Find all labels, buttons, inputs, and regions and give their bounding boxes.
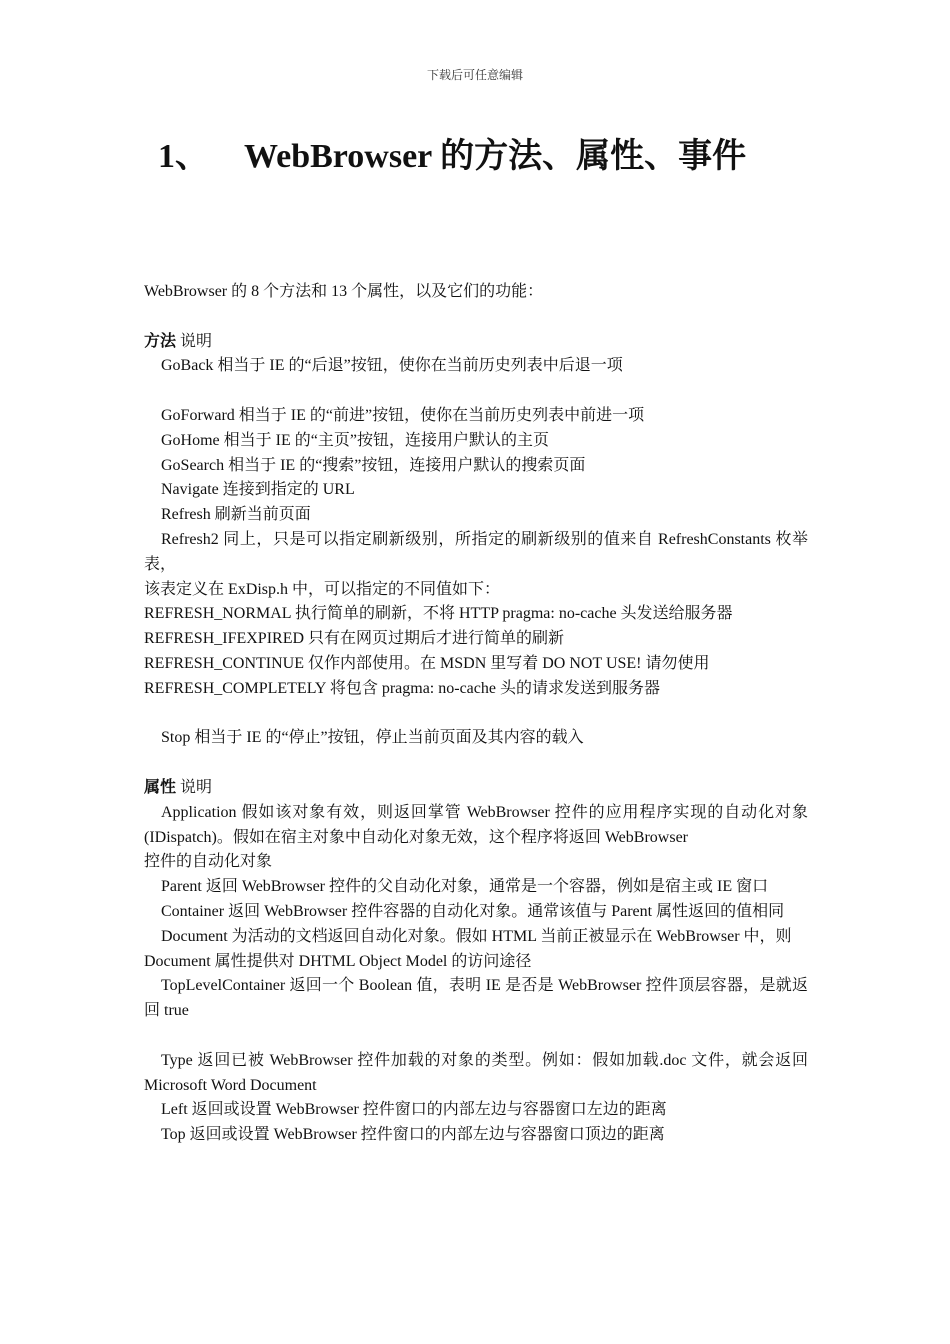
title-number: 1、 [158, 138, 209, 175]
title-text: WebBrowser 的方法、属性、事件 [244, 138, 747, 175]
method-navigate: Navigate 连接到指定的 URL [161, 481, 355, 499]
property-application: Application 假如该对象有效，则返回掌管 WebBrowser 控件的应用程序实现的自动化对象(IDispatch)。假如在宿主对象中自动化对象无效，这个程序将返回 WebBrowser [144, 803, 808, 846]
refresh-ifexpired: REFRESH_IFEXPIRED 只有在网页过期后才进行简单的刷新 [144, 630, 565, 648]
property-application-cont: 控件的自动化对象 [144, 853, 273, 871]
blank-line [144, 305, 808, 330]
method-gosearch: GoSearch 相当于 IE 的“搜索”按钮，连接用户默认的搜索页面 [161, 456, 586, 474]
property-container: Container 返回 WebBrowser 控件容器的自动化对象。通常该值与 Parent 属性返回的值相同 [161, 902, 785, 920]
methods-heading-row [144, 330, 808, 355]
blank-line [144, 702, 808, 727]
properties-heading: 属性 [144, 778, 177, 796]
property-left: Left 返回或设置 WebBrowser 控件窗口的内部左边与容器窗口左边的距离 [161, 1101, 667, 1119]
refresh-continue: REFRESH_CONTINUE 仅作内部使用。在 MSDN 里写着 DO NOT USE! 请勿使用 [144, 654, 710, 672]
method-gohome: GoHome 相当于 IE 的“主页”按钮，连接用户默认的主页 [161, 431, 549, 449]
method-goforward: GoForward 相当于 IE 的“前进”按钮，使你在当前历史列表中前进一项 [161, 406, 645, 424]
property-document: Document 为活动的文档返回自动化对象。假如 HTML 当前正被显示在 WebBrowser 中，则 [161, 927, 792, 945]
page-title [158, 128, 746, 177]
header-note: 下载后可任意编辑 [426, 68, 523, 82]
method-refresh: Refresh 刷新当前页面 [161, 506, 311, 524]
property-parent: Parent 返回 WebBrowser 控件的父自动化对象，通常是一个容器，例如是宿主或 IE 窗口 [161, 878, 769, 896]
methods-heading-desc: 说明 [180, 332, 213, 350]
method-stop: Stop 相当于 IE 的“停止”按钮，停止当前页面及其内容的载入 [161, 729, 584, 747]
property-toplevelcontainer: TopLevelContainer 返回一个 Boolean 值，表明 IE 是否是 WebBrowser 控件顶层容器，是就返回 true [144, 977, 808, 1020]
refresh-normal: REFRESH_NORMAL 执行简单的刷新，不将 HTTP pragma: no-cache 头发送给服务器 [144, 605, 733, 623]
intro-paragraph: WebBrowser 的 8 个方法和 13 个属性，以及它们的功能： [144, 283, 544, 300]
property-top: Top 返回或设置 WebBrowser 控件窗口的内部左边与容器窗口顶边的距离 [161, 1126, 665, 1144]
refresh-completely: REFRESH_COMPLETELY 将包含 pragma: no-cache 头的请求发送到服务器 [144, 679, 660, 697]
blank-line [144, 1024, 808, 1049]
blank-line [144, 379, 808, 404]
method-refresh2: Refresh2 同上，只是可以指定刷新级别，所指定的刷新级别的值来自 RefreshConstants 枚举表， [144, 530, 808, 573]
refresh2-note: 该表定义在 ExDisp.h 中，可以指定的不同值如下： [144, 580, 501, 598]
property-type: Type 返回已被 WebBrowser 控件加载的对象的类型。例如：假如加载.doc 文件，就会返回 Microsoft Word Document [144, 1051, 808, 1094]
property-document-cont: Document 属性提供对 DHTML Object Model 的访问途径 [144, 952, 532, 970]
properties-heading-row [144, 776, 808, 801]
document-body [144, 280, 808, 1148]
method-goback: GoBack 相当于 IE 的“后退”按钮，使你在当前历史列表中后退一项 [161, 357, 623, 375]
methods-heading: 方法 [144, 332, 177, 350]
properties-heading-desc: 说明 [180, 778, 213, 796]
blank-line [144, 751, 808, 776]
